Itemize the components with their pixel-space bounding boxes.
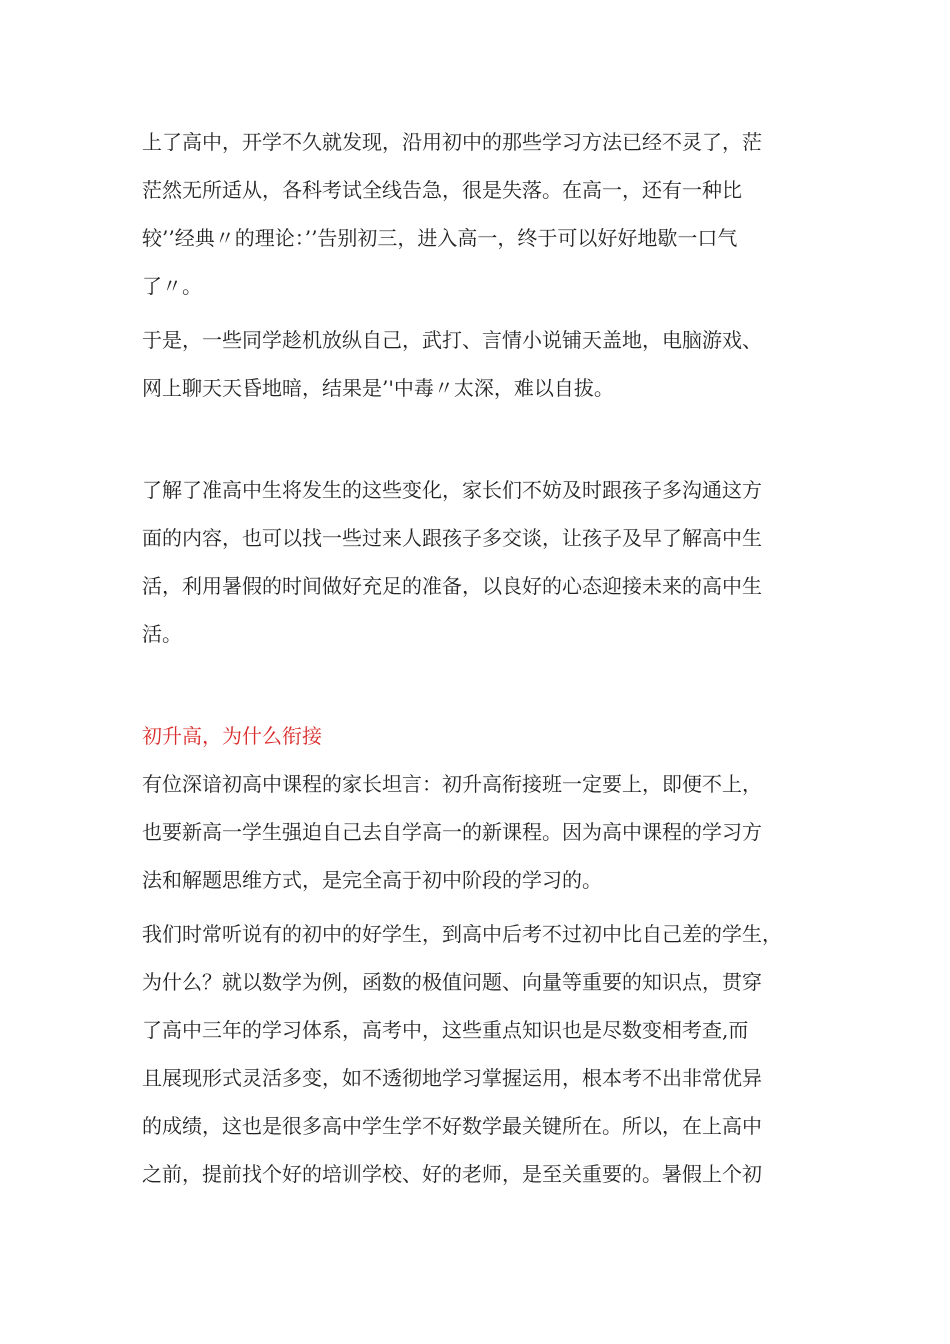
text-line: 之前，提前找个好的培训学校、好的老师，是至关重要的。暑假上个初 bbox=[142, 1162, 762, 1186]
text-line: 较’’经典〃的理论：’’告别初三，进入高一，终于可以好好地歇一口气 bbox=[142, 226, 738, 250]
text-line: 上了高中，开学不久就发现，沿用初中的那些学习方法已经不灵了，茫 bbox=[142, 130, 762, 154]
text-line: 茫然无所适从，各科考试全线告急，很是失落。在高一，还有一种比 bbox=[142, 178, 742, 202]
text-line: 活。 bbox=[142, 622, 182, 646]
document-body bbox=[142, 118, 812, 1200]
section-heading: 初升高，为什么衔接 bbox=[142, 724, 322, 748]
paragraph-5 bbox=[142, 910, 812, 1198]
text-line: 了〃。 bbox=[142, 274, 202, 298]
paragraph-4 bbox=[142, 760, 812, 904]
paragraph-2 bbox=[142, 316, 812, 412]
paragraph-3 bbox=[142, 466, 812, 658]
text-line: 的成绩，这也是很多高中学生学不好数学最关键所在。所以，在上高中 bbox=[142, 1114, 762, 1138]
text-line: 了高中三年的学习体系，高考中，这些重点知识也是尽数变相考查,而 bbox=[142, 1018, 749, 1042]
text-line: 法和解题思维方式，是完全高于初中阶段的学习的。 bbox=[142, 868, 602, 892]
text-line: 网上聊天天昏地暗，结果是’'中毒〃太深，难以自拔。 bbox=[142, 376, 614, 400]
text-line: 有位深谙初高中课程的家长坦言：初升高衔接班一定要上，即便不上， bbox=[142, 772, 762, 796]
text-line: 且展现形式灵活多变，如不透彻地学习掌握运用，根本考不出非常优异 bbox=[142, 1066, 762, 1090]
text-line: 面的内容，也可以找一些过来人跟孩子多交谈，让孩子及早了解高中生 bbox=[142, 526, 762, 550]
text-line: 也要新高一学生强迫自己去自学高一的新课程。因为高中课程的学习方 bbox=[142, 820, 762, 844]
text-line: 活，利用暑假的时间做好充足的准备，以良好的心态迎接未来的高中生 bbox=[142, 574, 762, 598]
text-line: 为什么？就以数学为例，函数的极值问题、向量等重要的知识点，贯穿 bbox=[142, 970, 762, 994]
text-line: 我们时常听说有的初中的好学生，到高中后考不过初中比自己差的学生， bbox=[142, 922, 782, 946]
paragraph-1 bbox=[142, 118, 812, 310]
text-line: 于是，一些同学趁机放纵自己，武打、言情小说铺天盖地，电脑游戏、 bbox=[142, 328, 762, 352]
text-line: 了解了准高中生将发生的这些变化，家长们不妨及时跟孩子多沟通这方 bbox=[142, 478, 762, 502]
